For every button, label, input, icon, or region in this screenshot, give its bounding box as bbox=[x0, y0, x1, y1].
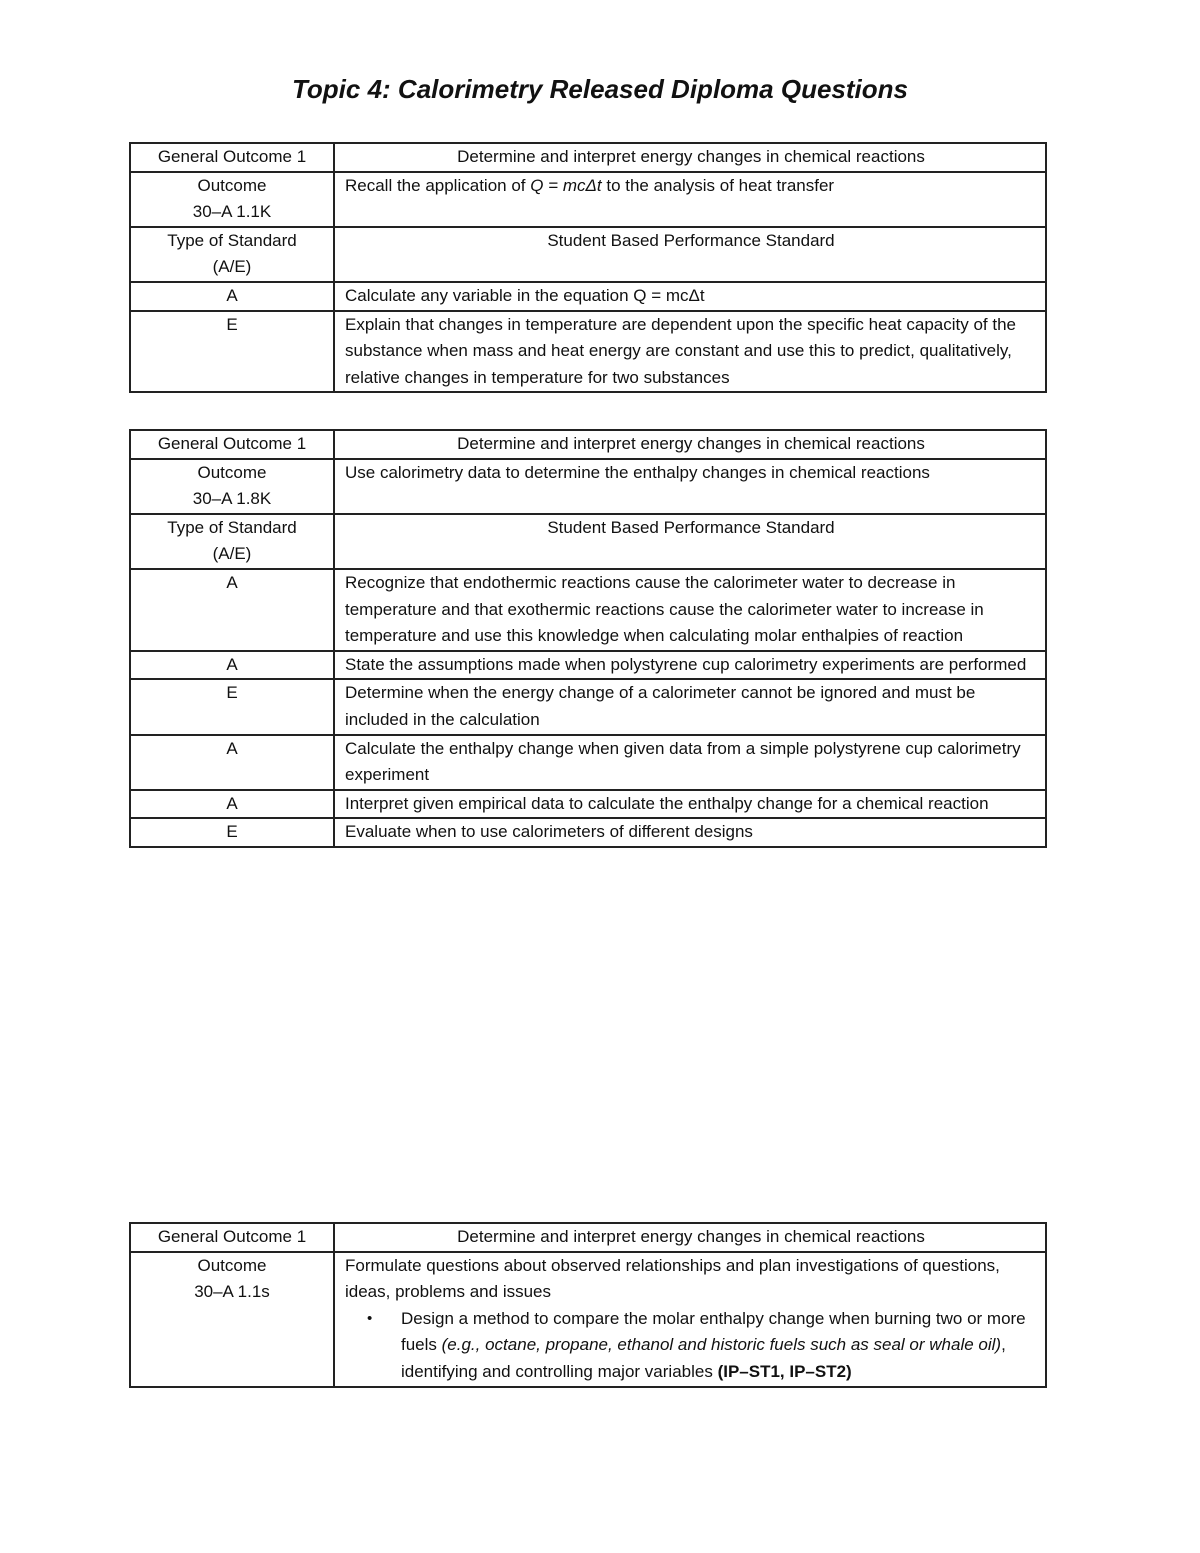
standard-sub: (A/E) bbox=[212, 257, 252, 277]
standard-type: A bbox=[130, 651, 334, 680]
standard-type: A bbox=[130, 569, 334, 651]
general-outcome-label: General Outcome 1 bbox=[130, 143, 334, 172]
standard-item-row bbox=[130, 311, 1046, 393]
outcome-bullet-list bbox=[345, 1306, 1037, 1386]
general-outcome-row bbox=[130, 143, 1046, 172]
outcome-label: Outcome bbox=[197, 462, 267, 482]
outcome-label: Outcome bbox=[197, 175, 267, 195]
standard-item-row bbox=[130, 569, 1046, 651]
bullet-icon: • bbox=[367, 1309, 373, 1327]
outcome-row bbox=[130, 459, 1046, 514]
standard-item-row bbox=[130, 790, 1046, 819]
page-title: Topic 4: Calorimetry Released Diploma Questions bbox=[292, 74, 908, 104]
standard-type: E bbox=[130, 679, 334, 734]
general-outcome-row bbox=[130, 430, 1046, 459]
standard-item-text: Determine when the energy change of a calorimeter cannot be ignored and must be included in the calculation bbox=[334, 679, 1046, 734]
standard-label: Type of Standard bbox=[167, 517, 297, 537]
outcome-text-cell bbox=[334, 1252, 1046, 1387]
bullet-text-examples: (e.g., octane, propane, ethanol and historic fuels such as seal or whale oil) bbox=[441, 1335, 1002, 1355]
standard-item-row bbox=[130, 735, 1046, 790]
outcome-text: Formulate questions about observed relationships and plan investigations of questions, ideas, problems and issues bbox=[345, 1255, 1000, 1302]
standard-item-text: Recognize that endothermic reactions cause the calorimeter water to decrease in temperature and that exothermic reactions cause the calorimeter water to increase in temperature and use this knowledge when calculating molar enthalpies of reaction bbox=[334, 569, 1046, 651]
outcome-row bbox=[130, 1252, 1046, 1387]
standard-item-text: Calculate any variable in the equation Q = mcΔt bbox=[334, 282, 1046, 311]
standard-text: Student Based Performance Standard bbox=[334, 514, 1046, 569]
standard-item-text: Interpret given empirical data to calculate the enthalpy change for a chemical reaction bbox=[334, 790, 1046, 819]
general-outcome-label: General Outcome 1 bbox=[130, 430, 334, 459]
general-outcome-text: Determine and interpret energy changes in chemical reactions bbox=[334, 430, 1046, 459]
outcome-text: Use calorimetry data to determine the enthalpy changes in chemical reactions bbox=[334, 459, 1046, 514]
standard-row bbox=[130, 514, 1046, 569]
standard-item-text: State the assumptions made when polystyrene cup calorimetry experiments are performed bbox=[334, 651, 1046, 680]
standard-type: A bbox=[130, 735, 334, 790]
list-item bbox=[367, 1306, 1037, 1386]
standard-item-text: Calculate the enthalpy change when given data from a simple polystyrene cup calorimetry experiment bbox=[334, 735, 1046, 790]
outcome-table-1-8k bbox=[129, 429, 1047, 848]
standard-item-row bbox=[130, 651, 1046, 680]
outcome-row bbox=[130, 172, 1046, 227]
standard-label-cell bbox=[130, 514, 334, 569]
outcome-table-1-1s bbox=[129, 1222, 1047, 1388]
outcome-label-cell bbox=[130, 172, 334, 227]
outcome-formula: Q = mcΔt bbox=[530, 175, 602, 195]
standard-sub: (A/E) bbox=[212, 544, 252, 564]
outcome-code: 30–A 1.8K bbox=[192, 489, 272, 509]
standard-item-row bbox=[130, 282, 1046, 311]
outcome-label: Outcome bbox=[197, 1255, 267, 1275]
outcome-code: 30–A 1.1s bbox=[194, 1282, 270, 1302]
bullet-text-pre: Design a method to compare the molar enthalpy change when burning two or more fuels bbox=[401, 1308, 1026, 1355]
standard-label: Type of Standard bbox=[167, 230, 297, 250]
standard-type: A bbox=[130, 790, 334, 819]
outcome-label-cell bbox=[130, 459, 334, 514]
bullet-text-codes: (IP–ST1, IP–ST2) bbox=[717, 1361, 852, 1381]
standard-item-text: Evaluate when to use calorimeters of different designs bbox=[334, 818, 1046, 847]
bullet-text-mid: , identifying and controlling major variables bbox=[401, 1335, 1006, 1381]
outcome-text-post: to the analysis of heat transfer bbox=[601, 175, 835, 195]
general-outcome-label: General Outcome 1 bbox=[130, 1223, 334, 1252]
standard-text: Student Based Performance Standard bbox=[334, 227, 1046, 282]
general-outcome-text: Determine and interpret energy changes in chemical reactions bbox=[334, 143, 1046, 172]
standard-type: A bbox=[130, 282, 334, 311]
general-outcome-row bbox=[130, 1223, 1046, 1252]
outcome-text bbox=[334, 172, 1046, 227]
standard-item-row bbox=[130, 818, 1046, 847]
standard-row bbox=[130, 227, 1046, 282]
outcome-code: 30–A 1.1K bbox=[192, 202, 272, 222]
outcome-label-cell bbox=[130, 1252, 334, 1387]
standard-item-row bbox=[130, 679, 1046, 734]
outcome-table-1-1k bbox=[129, 142, 1047, 393]
general-outcome-text: Determine and interpret energy changes in chemical reactions bbox=[334, 1223, 1046, 1252]
standard-item-text: Explain that changes in temperature are dependent upon the specific heat capacity of the substance when mass and heat energy are constant and use this to predict, qualitatively, relative changes in temperature for two substances bbox=[334, 311, 1046, 393]
standard-type: E bbox=[130, 818, 334, 847]
outcome-text-pre: Recall the application of bbox=[345, 175, 531, 195]
standard-label-cell bbox=[130, 227, 334, 282]
standard-type: E bbox=[130, 311, 334, 393]
